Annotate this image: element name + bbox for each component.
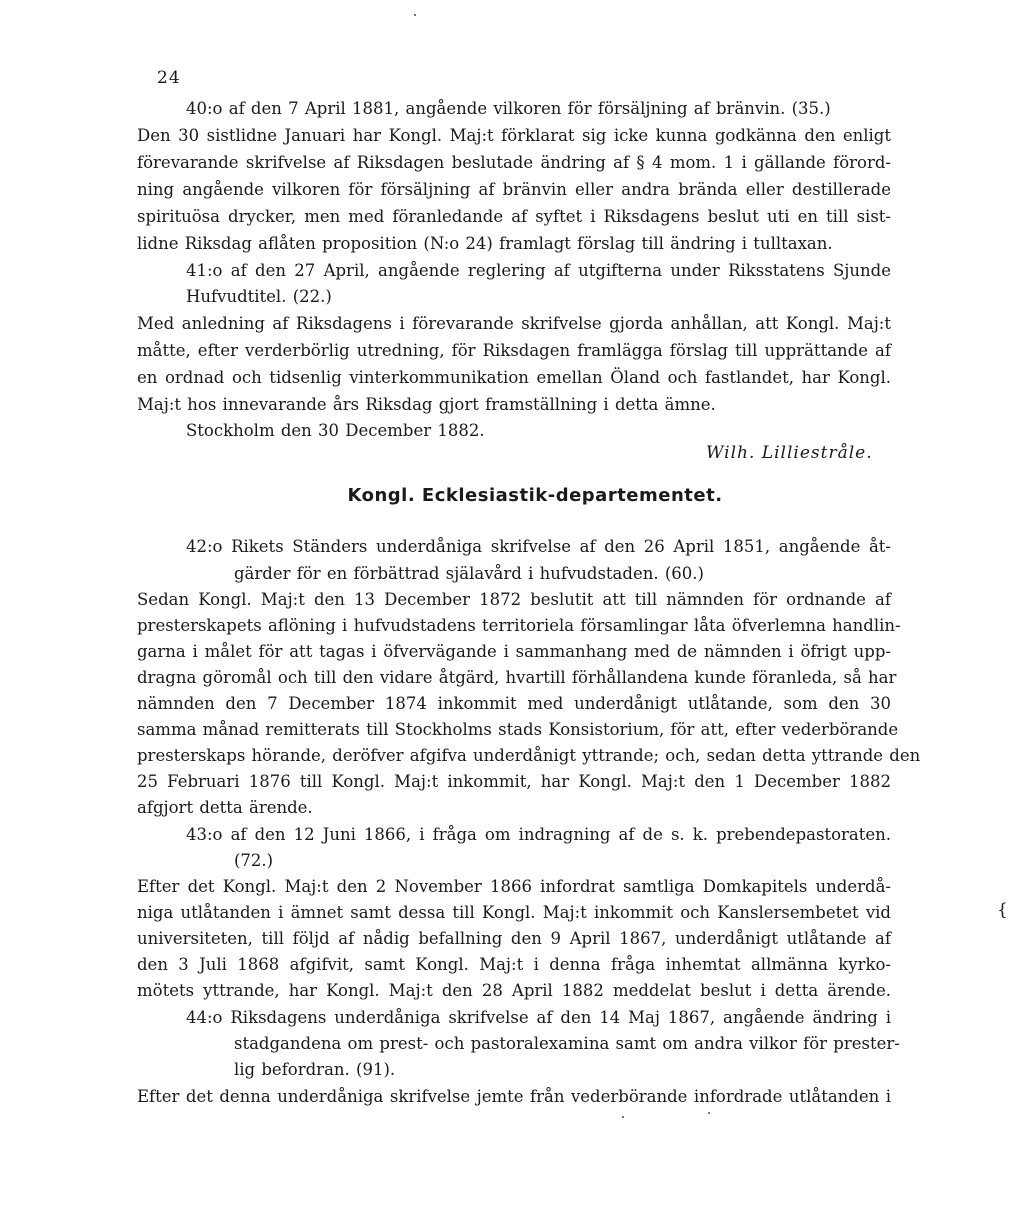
text-line: garna i målet för att tagas i öfvervägande i sammanhang med de nämnden i öfrigt upp-	[137, 642, 891, 661]
text-line: 42:o Rikets Ständers underdåniga skrifvelse af den 26 April 1851, angående åt-	[186, 537, 891, 556]
section-heading	[0, 485, 1024, 506]
text-line: 43:o af den 12 Juni 1866, i fråga om indragning af de s. k. prebendepastoraten.	[186, 825, 891, 844]
text-line: niga utlåtanden i ämnet samt dessa till Kongl. Maj:t inkommit och Kanslersembetet vid	[137, 903, 891, 922]
text-line: spirituösa drycker, men med föranledande af syftet i Riksdagens beslut uti en till sist-	[137, 207, 891, 226]
text-line: Maj:t hos innevarande års Riksdag gjort framställning i detta ämne.	[137, 395, 716, 414]
text-line: mötets yttrande, har Kongl. Maj:t den 28 April 1882 meddelat beslut i detta ärende.	[137, 981, 891, 1000]
text-line: lig befordran. (91).	[234, 1060, 396, 1079]
text-line: Med anledning af Riksdagens i förevarande skrifvelse gjorda anhållan, att Kongl. Maj:t	[137, 314, 891, 333]
text-line: presterskapets aflöning i hufvudstadens territoriela församlingar låta öfverlemna handlin-	[137, 616, 901, 635]
text-line: afgjort detta ärende.	[137, 798, 313, 817]
signature: Wilh. Lilliestråle.	[706, 443, 873, 463]
text-line: (72.)	[234, 851, 274, 870]
text-line: Efter det Kongl. Maj:t den 2 November 1866 infordrat samtliga Domkapitels underdå-	[137, 877, 891, 896]
text-line: Hufvudtitel. (22.)	[186, 287, 332, 306]
text-line: samma månad remitterats till Stockholms stads Konsistorium, för att, efter vederbörande	[137, 720, 899, 739]
text-line: Stockholm den 30 December 1882.	[186, 421, 485, 440]
text-line: en ordnad och tidsenlig vinterkommunikation emellan Öland och fastlandet, har Kongl.	[137, 368, 891, 387]
text-line: den 3 Juli 1868 afgifvit, samt Kongl. Maj:t i denna fråga inhemtat allmänna kyrko-	[137, 955, 891, 974]
text-line: 40:o af den 7 April 1881, angående vilkoren för försäljning af bränvin. (35.)	[186, 99, 831, 118]
margin-mark: {	[997, 900, 1008, 920]
text-line: måtte, efter verderbörlig utredning, för Riksdagen framlägga förslag till upprättande af	[137, 341, 891, 360]
text-line: gärder för en förbättrad själavård i hufvudstaden. (60.)	[234, 564, 704, 583]
speck	[708, 1112, 710, 1114]
text-line: 25 Februari 1876 till Kongl. Maj:t inkommit, har Kongl. Maj:t den 1 December 1882	[137, 772, 891, 791]
text-line: presterskaps hörande, deröfver afgifva underdånigt yttrande; och, sedan detta yttrande den	[137, 746, 921, 765]
text-line: ning angående vilkoren för försäljning af bränvin eller andra brända eller destillerade	[137, 180, 891, 199]
text-line: Sedan Kongl. Maj:t den 13 December 1872 beslutit att till nämnden för ordnande af	[137, 590, 891, 609]
text-line: 44:o Riksdagens underdåniga skrifvelse af den 14 Maj 1867, angående ändring i	[186, 1008, 891, 1027]
section-heading-text: Kongl. Ecklesiastik-departementet.	[347, 485, 723, 506]
text-line: nämnden den 7 December 1874 inkommit med underdånigt utlåtande, som den 30	[137, 694, 891, 713]
page-number: 24	[157, 68, 181, 88]
text-line: Den 30 sistlidne Januari har Kongl. Maj:t förklarat sig icke kunna godkänna den enligt	[137, 126, 891, 145]
text-line: Efter det denna underdåniga skrifvelse jemte från vederbörande infordrade utlåtanden i	[137, 1087, 891, 1106]
text-line: förevarande skrifvelse af Riksdagen beslutade ändring af § 4 mom. 1 i gällande förord-	[137, 153, 891, 172]
text-line: universiteten, till följd af nådig befallning den 9 April 1867, underdånigt utlåtande af	[137, 929, 891, 948]
speck	[414, 14, 416, 16]
text-line: 41:o af den 27 April, angående reglering af utgifterna under Riksstatens Sjunde	[186, 261, 891, 280]
speck	[622, 1116, 624, 1118]
text-line: dragna göromål och till den vidare åtgärd, hvartill förhållandena kunde föranleda, så har	[137, 668, 897, 687]
text-line: lidne Riksdag aflåten proposition (N:o 24) framlagt förslag till ändring i tulltaxan.	[137, 234, 833, 253]
text-line: stadgandena om prest- och pastoralexamina samt om andra vilkor för prester-	[234, 1034, 900, 1053]
